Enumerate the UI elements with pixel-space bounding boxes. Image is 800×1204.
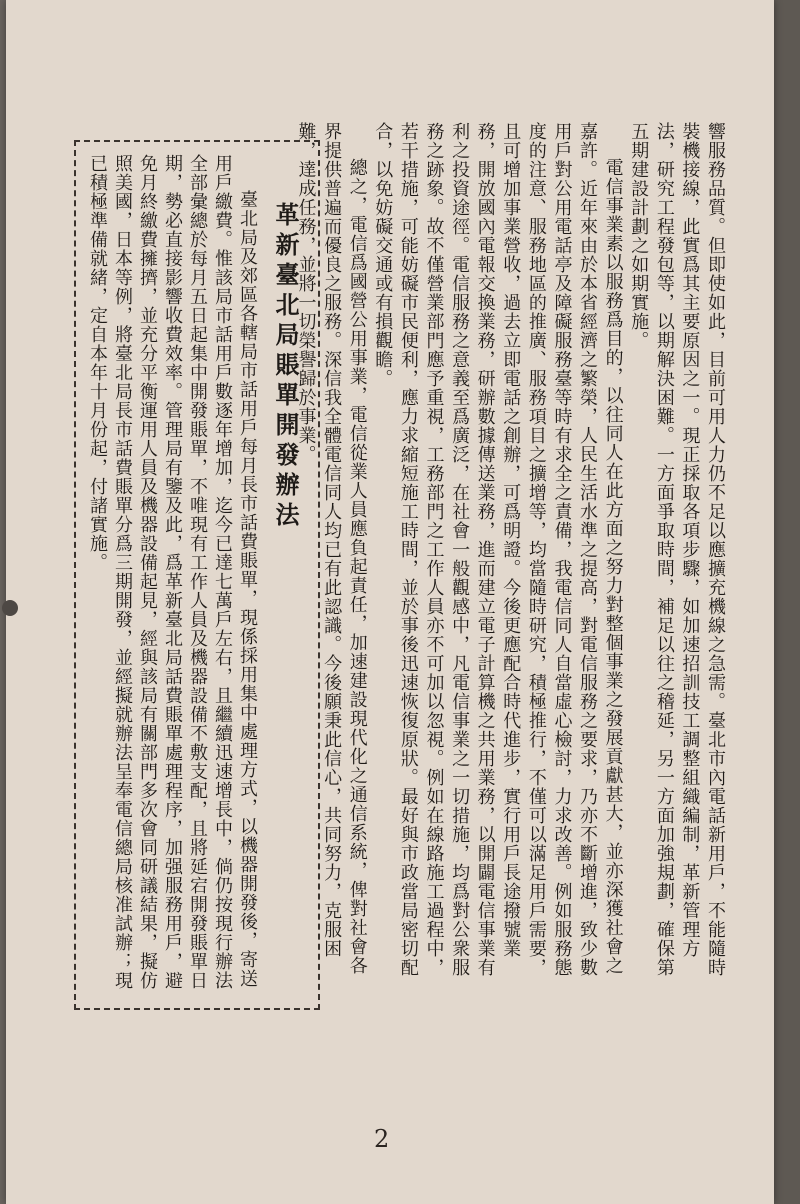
page-number: 2 <box>374 1125 390 1153</box>
paragraph: 總之，電信爲國營公用事業，電信從業人員應負起責任，加速建設現代化之通信系統，俾對社會各界提供普遍而優良之服務。深信我全體電信同人均已有此認識。今後願秉此信心，共同努力，克服困難，達成任務，並將一切榮譽歸於事業。 <box>295 122 368 975</box>
boxed-notice-text <box>84 154 310 994</box>
document-page <box>6 0 774 1204</box>
boxed-notice-title: 革新臺北局賬單開發辦法 <box>271 202 300 532</box>
paragraph: 臺北局及郊區各轄局市話用戶每月長市話費賬單，現係採用集中處理方式，以機器開發後，寄送用戶繳費。惟該局市話用戶數逐年增加，迄今已達七萬戶左右，且繼續迅速增長中，倘仍按現行辦法全部彙總於每月五日起集中開發賬單，不唯現有工作人員及機器設備不敷支配，且將延宕開發賬單日期，勢必直接影響收費效率。管理局有鑒及此，爲革新臺北局話費賬單處理程序，加强服務用戶，避免月終繳費擁擠，並充分平衡運用人員及機器設備起見，經與該局有關部門多次會同研議結果，擬仿照美國，日本等例，將臺北局長市話費賬單分爲三期開發，並經擬就辦法呈奉電信總局核准試辦；現已積極準備就緒，定自本年十月份起，付諸實施。 <box>87 154 258 990</box>
boxed-notice <box>74 140 320 1010</box>
background-edge <box>774 0 800 1204</box>
paragraph: 電信事業素以服務爲目的，以往同人在此方面之努力對整個事業之發展貢獻甚大，並亦深獲社會之嘉許。近年來由於本省經濟之繁榮，人民生活水準之提高，對電信服務之要求，乃亦不斷增進，致少數用戶對公用電話亭及障礙服務臺等時有求全之責備，我電信同人自當虛心檢討，力求改善。例如服務態度的注意、服務地區的推廣、服務項目之擴增等，均當隨時研究，積極推行，不僅可以滿足用戶需要，且可增加事業營收，過去立即電話之創辦，可爲明證。今後更應配合時代進步，實行用戶長途撥號業務，開放國內電報交換業務，研辦數據傳送業務，進而建立電子計算機之共用業務，以開闢電信事業有利之投資途徑。電信服務之意義至爲廣泛，在社會一般觀感中，凡電信事業之一切措施，均爲對公衆服務之跡象。故不僅營業部門應予重視，工務部門之工作人員亦不可加以忽視。例如在線路施工過程中，若干措施，可能妨礙市民便利，應力求縮短施工時間，並於事後迅速恢復原狀。最好與市政當局密切配合，以免妨礙交通或有損觀瞻。 <box>372 122 624 977</box>
paragraph: 響服務品質。但即使如此，目前可用人力仍不足以應擴充機線之急需。臺北市內電話新用戶，不能隨時裝機接線，此實爲其主要原因之一。現正採取各項步驟，如加速招訓技工調整組織編制，革新管理方法，研究工程發包等，以期解決困難。一方面爭取時間，補足以往之稽延，另一方面加強規劃，確保第五期建設計劃之如期實施。 <box>628 122 726 977</box>
punch-hole <box>2 600 18 616</box>
main-article-text <box>295 122 728 982</box>
